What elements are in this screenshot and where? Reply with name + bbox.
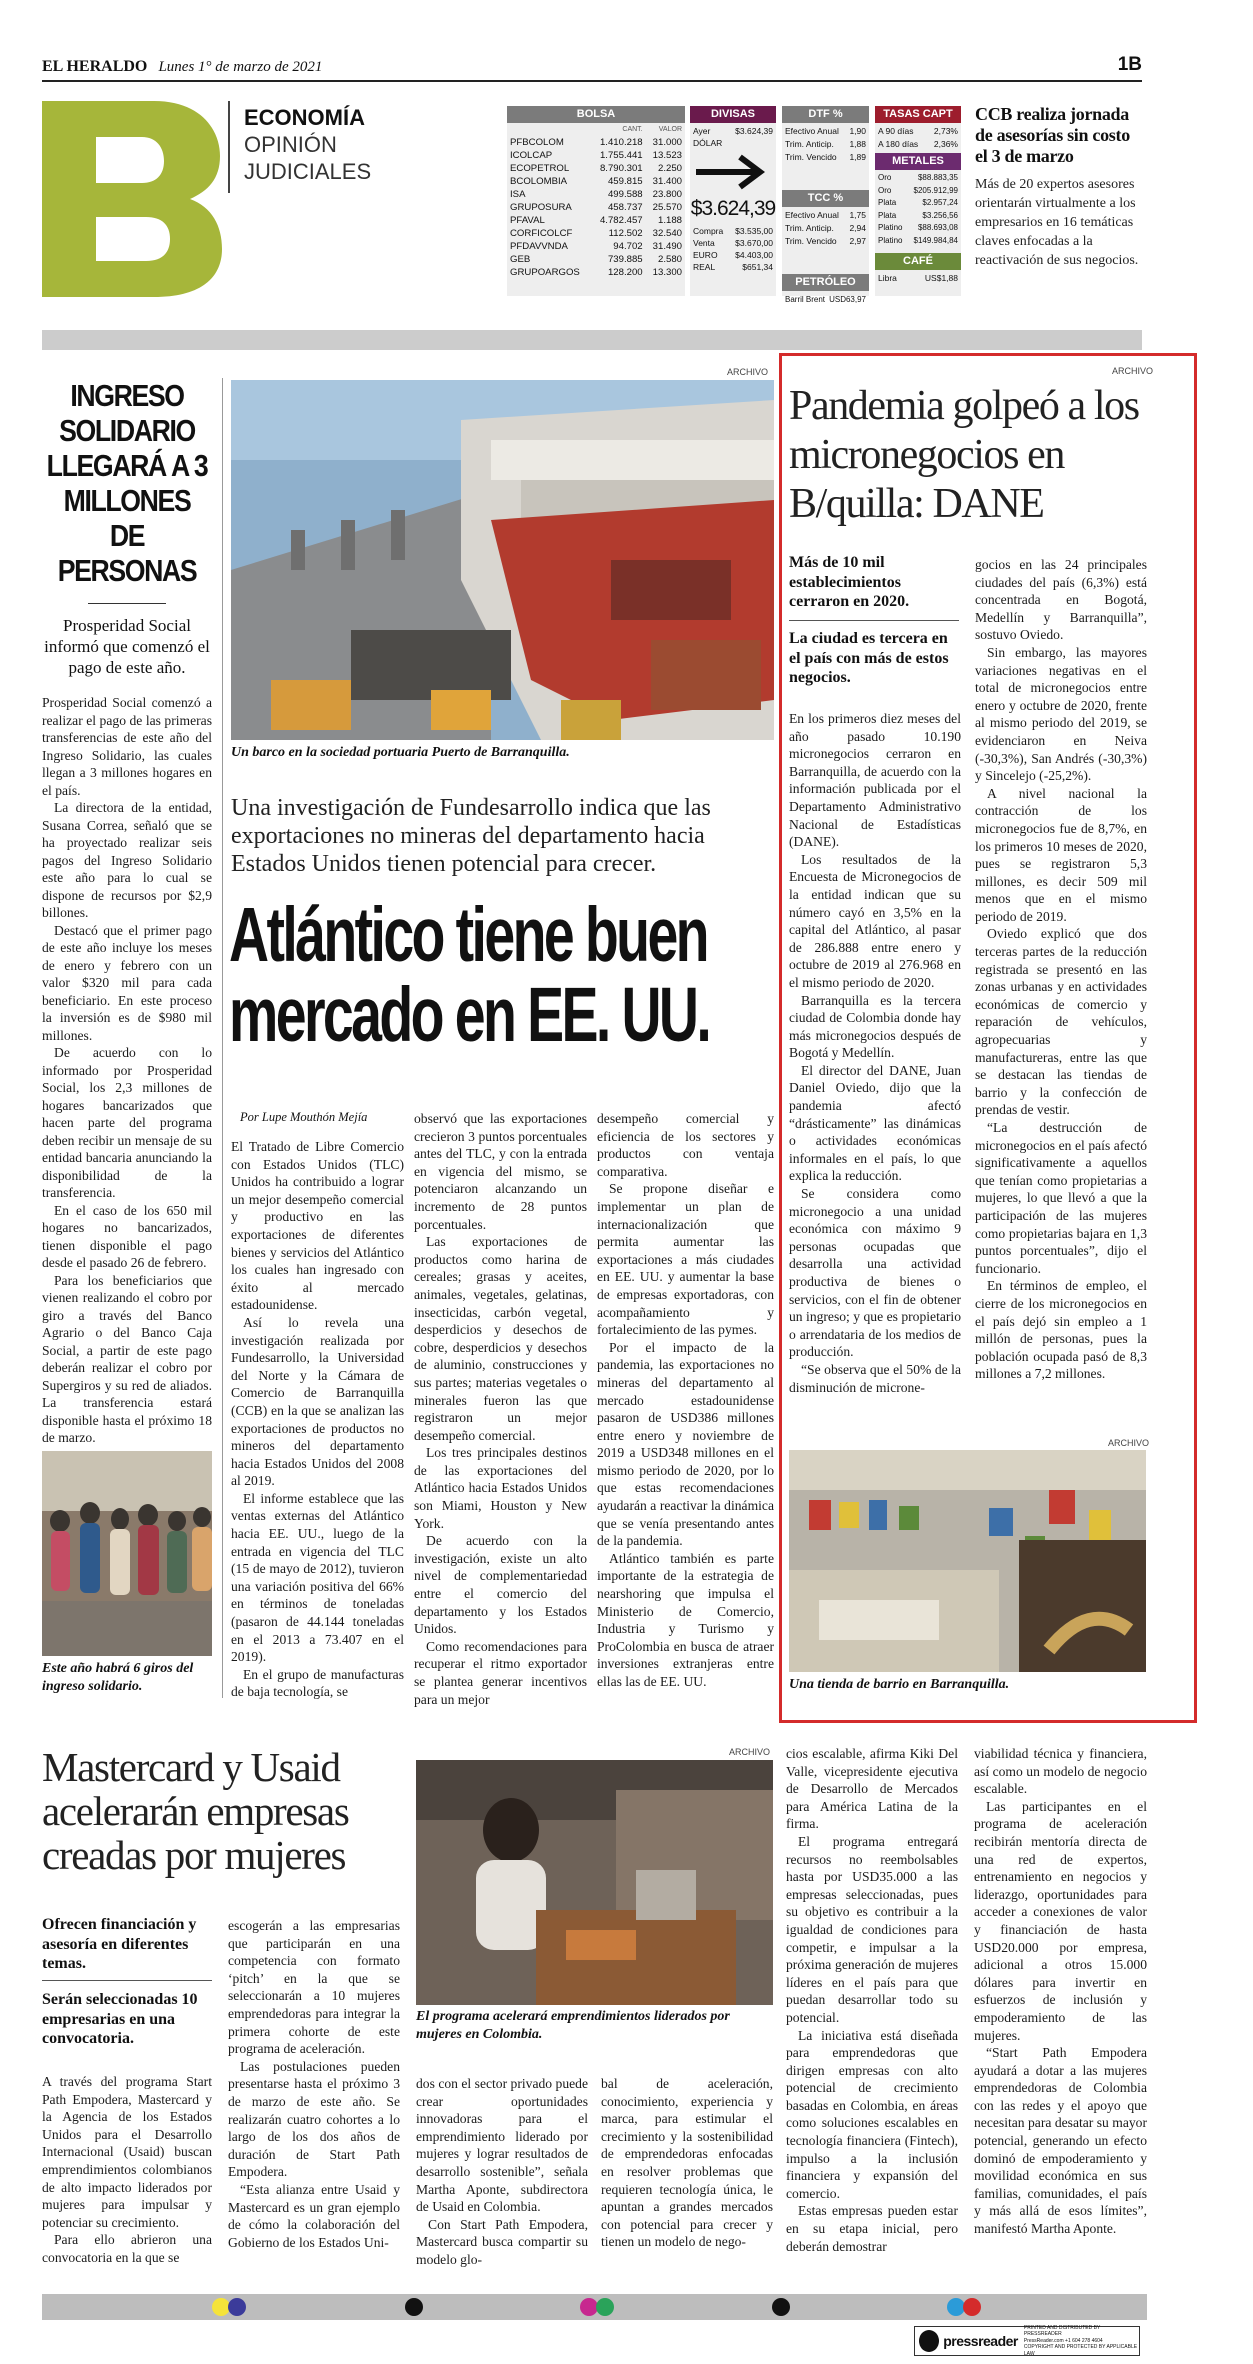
atlantico-col-3 — [597, 1110, 774, 1691]
market-value: 1,89 — [849, 152, 866, 162]
pandemia-caption: Una tienda de barrio en Barranquilla. — [789, 1677, 1010, 1692]
paragraph: dos con el sector privado puede crear oportunidades innovadoras para el emprendimiento liderado por mujeres y lograr resultados de desarrollo sostenible”, señala Martha Aponte, subdirectora de Usaid en Colombia. — [416, 2076, 588, 2215]
market-label: Compra — [693, 226, 724, 236]
bolsa-ticker: CORFICOLCF — [510, 228, 573, 239]
atlantico-archivo: ARCHIVO — [727, 367, 769, 377]
market-label: Oro — [878, 185, 892, 195]
market-row — [693, 237, 773, 249]
section-labels — [244, 104, 371, 185]
section-band — [42, 330, 1142, 350]
market-value: $88.693,08 — [917, 223, 958, 232]
bolsa-quantity: 112.502 — [608, 228, 643, 239]
bolsa-row — [507, 149, 685, 162]
bolsa-value: 2.580 — [657, 254, 682, 265]
section-label-opinion: OPINIÓN — [244, 132, 337, 157]
atlantico-deck: Una investigación de Fundesarrollo indica que las exportaciones no mineras del departamento hacia Estados Unidos tienen potencial para crecer. — [231, 795, 711, 877]
market-row — [785, 235, 866, 248]
market-value: 2,73% — [933, 126, 958, 136]
atlantico-byline: Por Lupe Mouthón Mejía — [240, 1110, 368, 1124]
market-row — [878, 210, 958, 223]
bolsa-quantity: 459.815 — [607, 176, 643, 187]
pressreader-logo-icon — [919, 2330, 939, 2352]
market-value: 1,88 — [849, 139, 866, 149]
market-value: $3.256,56 — [922, 210, 958, 220]
paragraph: El Tratado de Libre Comercio con Estados Unidos (TLC) Unidos ha contribuido a lograr un mejor desempeño comercial y productivo en las exportaciones de diferentes bienes y servicios del Atlántico los cuales han ingresado con éxito al mercado estadounidense. — [231, 1139, 404, 1313]
market-value: 1,75 — [849, 210, 866, 220]
market-label: Venta — [693, 238, 715, 248]
section-divider — [228, 101, 230, 193]
mastercard-col-5 — [786, 1745, 958, 2255]
ingreso-photo — [42, 1451, 212, 1656]
pressreader-badge[interactable] — [914, 2326, 1140, 2356]
ccb-title: CCB realiza jornada de asesorías sin costo el 3 de marzo — [975, 104, 1130, 166]
market-row — [878, 272, 958, 285]
market-row — [693, 225, 773, 237]
metales-title: METALES — [875, 153, 961, 170]
registration-dot — [228, 2298, 246, 2316]
section-label-judiciales: JUDICIALES — [244, 159, 372, 184]
bolsa-quantity: 458.737 — [607, 202, 643, 213]
bolsa-ticker: PFDAVVNDA — [510, 241, 568, 252]
pandemia-archivo: ARCHIVO — [1108, 1438, 1150, 1448]
bolsa-ticker: PFAVAL — [510, 215, 545, 226]
bolsa-ticker: ECOPETROL — [510, 163, 570, 174]
market-value: $651,34 — [742, 262, 773, 272]
mastercard-col-2 — [228, 1917, 400, 2251]
market-label: A 180 días — [878, 139, 919, 149]
paragraph: Las participantes en el programa de aceleración recibirán mentoría directa de una red de expertos, entrenamiento en negocios y liderazgo, oportunidades para acceder a conexiones de valor y financiación de hasta USD20.000 por empresa, adicional a otros 15.000 dólares para invertir en esfuerzos de inclusión y empoderamiento de las mujeres. — [974, 1798, 1147, 2043]
bolsa-quantity: 499.588 — [607, 189, 643, 200]
ingreso-deck: Prosperidad Social informó que comenzó el pago de este año. — [44, 616, 210, 677]
market-row — [878, 235, 958, 248]
mastercard-lead-1: Ofrecen financiación y asesoría en diferentes temas. — [42, 1916, 197, 1972]
market-label: Barril Brent — [785, 295, 826, 304]
paragraph: De acuerdo con lo informado por Prosperidad Social, los 2,3 millones de hogares bancarizados que hacen parte del programa deben recibir un mensaje de su entidad bancaria anunciando la disponibilidad de la transferencia. — [42, 1045, 212, 1200]
mastercard-col-4 — [601, 2075, 773, 2251]
pandemia-lead-1: Más de 10 mil establecimientos cerraron en 2020. — [789, 554, 910, 610]
paper-name: EL HERALDO — [42, 58, 148, 75]
market-label: Trim. Vencido — [785, 152, 837, 162]
registration-dot — [596, 2298, 614, 2316]
paragraph: gocios en las 24 principales ciudades del país (6,3%) está concentrada en Bogotá, Medellín y Barranquilla”, sostuvo Oviedo. — [975, 557, 1147, 643]
bolsa-value: 25.570 — [652, 202, 682, 213]
mastercard-photo — [416, 1760, 773, 2005]
paragraph: “Start Path Empodera ayudará a dotar a las mujeres emprendedoras de Colombia con las redes y el apoyo que necesitan para desatar su mayor potencial, generando un efecto dominó de empoderamiento y movilidad económica en sus familias, comunidades, el país y más allá de esos límites”, manifestó Martha Aponte. — [974, 2045, 1147, 2237]
page-number: 1B — [1117, 54, 1142, 75]
paragraph: Se considera como micronegocio a una unidad económica con máximo 9 personas ocupadas que desarrolla una actividad productiva de bienes o servicios, con el fin de obtener un ingreso; y que es propietario o arrendataria de los medios de producción. — [789, 1186, 961, 1360]
paragraph: Oviedo explicó que dos terceras partes de la reducción registrada se presentó en las zonas urbanas y en actividades económicas de comercio y reparación de vehículos, agropecuarias y manufactureras, entre las que se destacan las tiendas de barrio y la confección de prendas de vestir. — [975, 926, 1147, 1118]
bolsa-value: 2.250 — [657, 163, 682, 174]
bolsa-value: 13.300 — [652, 267, 682, 278]
paragraph: En los primeros diez meses del año pasado 10.190 micronegocios cerraron en Barranquilla, de acuerdo con la información publicada por el Departamento Administrativo Nacional de Estadísticas (DANE). — [789, 711, 961, 850]
market-row — [785, 151, 866, 164]
mastercard-lead-rule — [42, 1980, 212, 1981]
bolsa-ticker: BCOLOMBIA — [510, 176, 568, 187]
registration-dot — [963, 2298, 981, 2316]
workshop-image — [416, 1760, 773, 2005]
paragraph: Sin embargo, las mayores variaciones negativas en el total de micronegocios entre enero y octubre de 2020, frente al mismo periodo del 2019, se evidenciaron en Neiva (-30,3%), San Andrés (-30,3%) y Sincelejo (-25,2%). — [975, 644, 1147, 784]
paragraph: “Esta alianza entre Usaid y Mastercard es un gran ejemplo de cómo la colaboración del Gobierno de los Estados Uni- — [228, 2181, 400, 2250]
divisas-title: DIVISAS — [690, 106, 776, 123]
paragraph: Las postulaciones pueden presentarse hasta el próximo 3 de marzo de este año. Se realizarán cuatro cohortes a lo largo de los dos años de duración de Start Path Empodera. — [228, 2058, 400, 2180]
paragraph: Se propone diseñar e implementar un plan de internacionalización que permita aumentar las exportaciones a más ciudades en EE. UU. y aumentar la base de empresas exportadoras, con acompañamiento y fortalecimiento de las pymes. — [597, 1181, 774, 1338]
pressreader-info: PRINTED AND DISTRIBUTED BY PRESSREADER PressReader.com +1 604 278 4604 COPYRIGHT AND PROTECTED BY APPLICABLE LAW — [1023, 2324, 1138, 2357]
atlantico-photo — [231, 380, 774, 740]
petroleo-title: PETRÓLEO — [782, 274, 869, 291]
market-value: 1,90 — [849, 126, 866, 136]
divisas-big: $3.624,39 — [690, 197, 776, 220]
masthead — [42, 56, 1142, 78]
paragraph: viabilidad técnica y financiera, así como un modelo de negocio escalable. — [974, 1746, 1147, 1797]
section-label-economia: ECONOMÍA — [244, 105, 365, 130]
market-label: Platino — [878, 235, 903, 245]
market-label: EURO — [693, 250, 718, 260]
atlantico-headline — [229, 892, 710, 1058]
market-value: 2,97 — [849, 236, 866, 246]
section-letter-glyph — [42, 101, 222, 297]
bolsa-value: 23.800 — [652, 189, 682, 200]
pandemia-headline: Pandemia golpeó a los micronegocios en B/quilla: DANE — [789, 383, 1139, 527]
tcc-title: TCC % — [782, 190, 869, 207]
bolsa-quantity: 739.885 — [607, 254, 643, 265]
bolsa-row — [507, 253, 685, 266]
paragraph: “Se observa que el 50% de la disminución de microne- — [789, 1361, 961, 1395]
market-label: A 90 días — [878, 126, 914, 136]
ingreso-photo-image — [42, 1451, 212, 1656]
shop-image — [789, 1450, 1146, 1672]
ingreso-article — [42, 378, 212, 1447]
market-label: Libra — [878, 273, 897, 283]
ccb-brief — [975, 104, 1145, 270]
market-row — [878, 197, 958, 210]
atlantico-col-2 — [414, 1110, 587, 1708]
paragraph: A nivel nacional la contracción de los micronegocios fue de 8,7%, en los primeros 10 meses de 2020, pues se registraron 5,3 millones, es decir 509 mil menos que en el mismo periodo de 2019. — [975, 785, 1147, 924]
bolsa-quantity: 1.410.218 — [599, 137, 643, 148]
market-label: Plata — [878, 198, 897, 207]
paragraph: Para los beneficiarios que vienen realizando el cobro por giro a través del Banco Agrario o del Banco Caja Social, a partir de este pago deberán realizar el cobro por Supergiros y su red de aliados. La transferencia estará disponible hasta el próximo 18 de marzo. — [42, 1272, 212, 1445]
bolsa-value: 13.523 — [652, 150, 682, 161]
paragraph: Los resultados de la Encuesta de Micronegocios de la entidad indican que su número cayó en 3,5% en la capital del Atlántico, al pasar de 286.888 entre enero y octubre de 2019 al 276.968 en el mismo periodo de 2020. — [789, 851, 961, 990]
paragraph: A través del programa Start Path Empodera, Mastercard y la Agencia de los Estados Unidos para el Desarrollo Internacional (Usaid) buscan emprendimientos colombianos de alto impacto liderados por mujeres para impulsar y potenciar su crecimiento. — [42, 2074, 212, 2230]
paragraph: Con Start Path Empodera, Mastercard busca compartir su modelo glo- — [416, 2216, 588, 2267]
market-label: REAL — [693, 262, 716, 272]
market-row — [785, 138, 866, 151]
market-row — [785, 209, 866, 222]
bolsa-value: 32.540 — [652, 228, 682, 239]
pandemia-col-1 — [789, 710, 961, 1396]
bolsa-row — [507, 188, 685, 201]
paragraph: Atlántico también es parte importante de la estrategia de nearshoring que impulsa el Ministerio de Comercio, Industria y Turismo y ProColombia en busca de atraer inversiones extranjeras entre ellas las de EE. UU. — [597, 1550, 774, 1689]
market-label: Plata — [878, 210, 897, 220]
market-value: USD63,97 — [829, 295, 866, 304]
market-label: Efectivo Anual — [785, 210, 839, 220]
market-label: Trim. Anticip. — [785, 139, 834, 149]
market-value: $2.957,24 — [922, 198, 958, 207]
mastercard-headline: Mastercard y Usaid acelerarán empresas creadas por mujeres — [42, 1744, 349, 1878]
divisas-box: DIVISAS Ayer $3.624,39 DÓLAR $3.624,39 Compra $3.535,00 Venta $3.670,00 EURO $4.403,00 REAL $651,34 — [690, 106, 776, 296]
paragraph: La iniciativa está diseñada para emprendedoras que dirigen empresas con alto potencial de crecimiento basadas en Colombia, en áreas como soluciones escalables en tecnología financiera (Fintech), impulso a la inclusión financiera y expansión del comercio. — [786, 2027, 958, 2201]
bolsa-quantity: 8.790.301 — [599, 163, 643, 174]
paragraph: Como recomendaciones para recuperar el ritmo exportador se plantea generar incentivos para un mejor — [414, 1638, 587, 1707]
bolsa-quantity: 4.782.457 — [599, 215, 643, 226]
bolsa-quantity: 94.702 — [613, 241, 643, 252]
tasas-title: TASAS CAPT — [875, 106, 961, 123]
mastercard-caption: El programa acelerará emprendimientos liderados por mujeres en Colombia. — [416, 2009, 730, 2042]
bolsa-row — [507, 136, 685, 149]
ingreso-headline: INGRESO SOLIDARIO LLEGARÁ A 3 MILLONES DE PERSONAS — [46, 378, 208, 588]
pandemia-lead-rule — [789, 620, 959, 621]
paragraph: Así lo revela una investigación realizada por Fundesarrollo, la Universidad del Norte y la Cámara de Comercio de Barranquilla (CCB) en la que se analizan las exportaciones de productos no mineros del departamento hacia Estados Unidos del 2008 al 2019. — [231, 1314, 404, 1489]
bolsa-ticker: GRUPOARGOS — [510, 267, 580, 278]
paragraph: El director del DANE, Juan Daniel Oviedo, dijo que la pandemia afectó “drásticamente” las dinámicas o actividades económicas informales en el país, lo que explica la reducción. — [789, 1062, 961, 1184]
market-value: $205.912,99 — [913, 185, 958, 195]
bolsa-ticker: GEB — [510, 254, 531, 265]
market-row — [693, 249, 773, 261]
market-row — [785, 293, 866, 306]
bolsa-title: BOLSA — [507, 106, 685, 123]
market-row — [878, 185, 958, 198]
color-registration-bar — [42, 2294, 1147, 2320]
market-value: 2,94 — [849, 223, 866, 233]
market-label: Oro — [878, 173, 892, 182]
paragraph: En el grupo de manufacturas de baja tecnología, se — [231, 1666, 404, 1700]
bolsa-row — [507, 266, 685, 279]
paragraph: Para ello abrieron una convocatoria en la que se — [42, 2232, 212, 2265]
atlantico-headline-text: Atlántico tiene buen mercado en EE. UU. — [229, 892, 710, 1058]
column-rule — [222, 378, 223, 1698]
market-value: $3.670,00 — [735, 238, 773, 248]
paragraph: Barranquilla es la tercera ciudad de Colombia donde hay más micronegocios después de Bogotá y Medellín. — [789, 992, 961, 1061]
atlantico-caption: Un barco en la sociedad portuaria Puerto de Barranquilla. — [231, 745, 570, 760]
section-letter — [42, 101, 222, 297]
pandemia-photo — [789, 1450, 1146, 1672]
market-row — [785, 222, 866, 235]
paragraph: Prosperidad Social comenzó a realizar el pago de las primeras transferencias de este año del Ingreso Solidario, las cuales llegan a 3 millones hogares en el país. — [42, 695, 212, 798]
paragraph: Por el impacto de la pandemia, las exportaciones no mineras del departamento al mercado estadounidense pasaron de USD386 millones entre enero y noviembre de 2019 a USD348 millones en el mismo periodo de 2020, por lo que estas recomendaciones ayudarán a reactivar la dinámica que se venía presentando antes de la pandemia. — [597, 1339, 774, 1549]
pandemia-lead-2: La ciudad es tercera en el país con más de estos negocios. — [789, 630, 949, 686]
ccb-body: Más de 20 expertos asesores orientarán virtualmente a los empresarios en 16 temáticas claves enfocadas a la reactivación de sus negocios. — [975, 177, 1139, 268]
bolsa-row — [507, 162, 685, 175]
market-label: Trim. Vencido — [785, 236, 837, 246]
market-row — [785, 125, 866, 138]
atlantico-col-1 — [231, 1138, 404, 1701]
mastercard-col-3 — [416, 2075, 588, 2269]
dtf-title: DTF % — [782, 106, 869, 123]
market-value: $3.535,00 — [735, 226, 773, 236]
mastercard-lead-2: Serán seleccionadas 10 empresarias en una convocatoria. — [42, 1991, 198, 2047]
market-value: 2,36% — [933, 139, 958, 149]
registration-dot — [405, 2298, 423, 2316]
bolsa-value: 31.490 — [652, 241, 682, 252]
paragraph: Estas empresas pueden estar en su etapa inicial, pero deberán demostrar — [786, 2203, 958, 2254]
bolsa-row — [507, 227, 685, 240]
bolsa-row — [507, 214, 685, 227]
market-label: Efectivo Anual — [785, 126, 839, 136]
paragraph: De acuerdo con la investigación, existe un alto nivel de complementariedad entre el comercio del departamento y los Estados Unidos. — [414, 1533, 587, 1637]
registration-dot — [772, 2298, 790, 2316]
arrow-right-icon — [690, 151, 776, 193]
paragraph: escogerán a las empresarias que participarán en una competencia con formato ‘pitch’ en la que se seleccionarán a 10 mujeres emprendedoras para integrar la primera cohorte de este programa de aceleración. — [228, 1918, 400, 2057]
paragraph: cios escalable, afirma Kiki Del Valle, vicepresidente ejecutiva de Desarrollo de Mercados para América Latina de la firma. — [786, 1746, 958, 1832]
bolsa-quantity: 1.755.441 — [599, 150, 643, 161]
bolsa-ticker: ICOLCAP — [510, 150, 553, 161]
cafe-title: CAFÉ — [875, 253, 961, 270]
bolsa-ticker: PFBCOLOM — [510, 137, 564, 148]
masthead-rule — [42, 80, 1142, 82]
market-row — [878, 222, 958, 235]
paragraph: Los tres principales destinos de las exportaciones del Atlántico hacia Estados Unidos son Miami, Houston y New York. — [414, 1445, 587, 1531]
bolsa-value: 31.000 — [652, 137, 682, 148]
market-row — [878, 172, 958, 185]
market-label: Trim. Anticip. — [785, 223, 834, 233]
paragraph: Las exportaciones de productos como harina de cereales; grasas y aceites, animales, vegetales, gelatinas, insecticidas, carbón vegetal, desperdicios y desechos de cobre, desperdicios y desechos de aluminio, construcciones y sus partes; materias vegetales o minerales fueron las que registraron un mejor desempeño comercial. — [414, 1234, 587, 1443]
bolsa-value: 1.188 — [657, 215, 682, 226]
mastercard-col-6 — [974, 1745, 1147, 2238]
ingreso-body — [42, 694, 212, 1447]
paragraph: La directora de la entidad, Susana Correa, señaló que se ha proyectado realizar seis pagos del Ingreso Solidario este año para lo cual se dispone de recursos por $2,9 billones. — [42, 800, 212, 920]
paragraph: El programa entregará recursos no reembolsables hasta por USD35.000 a las empresas seleccionadas, pues su objetivo es contribuir a la igualdad de condiciones para competir, e impulsar a la próxima generación de mujeres líderes en el país para que puedan desarrollar todo su potencial. — [786, 1833, 958, 2025]
market-value: US$1,88 — [924, 273, 958, 283]
market-value: $4.403,00 — [735, 250, 773, 260]
pandemia-archivo-top: ARCHIVO — [1112, 366, 1154, 376]
bolsa-row — [507, 240, 685, 253]
market-row — [878, 125, 958, 138]
dtf-box — [782, 106, 869, 304]
bolsa-box — [507, 106, 685, 296]
date: Lunes 1° de marzo de 2021 — [158, 59, 323, 75]
paragraph: desempeño comercial y eficiencia de los sectores y productos con ventaja comparativa. — [597, 1111, 774, 1179]
market-value: $149.984,84 — [913, 235, 958, 245]
mastercard-archivo: ARCHIVO — [729, 1747, 771, 1757]
port-ship-image — [231, 380, 774, 740]
bolsa-ticker: ISA — [510, 189, 526, 200]
paragraph: En términos de empleo, el cierre de los micronegocios en el país dejó sin empleo a 1 millón de personas, pues la población ocupada pasó de 8,3 millones a 7,2 millones. — [975, 1278, 1147, 1382]
pressreader-brand: pressreader — [943, 2333, 1018, 2349]
bolsa-quantity: 128.200 — [607, 267, 643, 278]
market-row — [878, 138, 958, 151]
paragraph: bal de aceleración, conocimiento, experiencia y marca, para estimular el crecimiento y la sostenibilidad de emprendedoras enfocadas en resolver problemas que requieren tecnología única, le apuntan a grandes mercados con potencial para crecer y tienen un modelo de nego- — [601, 2076, 773, 2250]
bolsa-row — [507, 201, 685, 214]
market-label: Platino — [878, 223, 903, 232]
ingreso-caption: Este año habrá 6 giros del ingreso solidario. — [42, 1661, 194, 1694]
pandemia-col-2 — [975, 556, 1147, 1383]
paragraph: Destacó que el primer pago de este año incluye los meses de enero y febrero con un valor $320 mil para cada beneficiario. En este proceso la inversión es de $980 mil millones. — [42, 922, 212, 1043]
paragraph: observó que las exportaciones crecieron 3 puntos porcentuales antes del TLC, y con la entrada en vigencia del mismo, se potenciaron alcanzando un incremento de 28 puntos porcentuales. — [414, 1111, 587, 1232]
paragraph: En el caso de los 650 mil hogares no bancarizados, tienen disponible el pago desde el pasado 26 de febrero. — [42, 1202, 212, 1270]
bolsa-ticker: GRUPOSURA — [510, 202, 572, 213]
ingreso-rule — [88, 603, 166, 604]
bolsa-row — [507, 175, 685, 188]
paragraph: “La destrucción de micronegocios en el país afectó significativamente a aquellos que tenían como propietarias a mujeres, lo que llevó a que la participación de las mujeres como propietarias bajara en 1,3 puntos porcentuales”, dijo el funcionario. — [975, 1120, 1147, 1276]
bolsa-table: CANT. VALOR PFBCOLOM 1.410.218 31.000 ICOLCAP 1.755.441 13.523 ECOPETROL 8.790.301 2.250 BCOLOMBIA 459.815 31.400 ISA 499.588 23.800 GRUPOSURA 458.737 25.570 PFAVAL 4.782.457 1.188 CORFICOLCF 112.502 32.540 PFDAVVNDA 94.702 31.490 GEB 739.885 2.580 GRUPOARGOS 128.200 13.300 — [507, 123, 685, 279]
mastercard-col-1 — [42, 2073, 212, 2267]
bolsa-value: 31.400 — [652, 176, 682, 187]
market-value: $88.883,35 — [917, 173, 958, 182]
market-row — [693, 261, 773, 273]
paragraph: El informe establece que las ventas externas del Atlántico hacia EE. UU., luego de la entrada en vigencia del TLC (15 de mayo de 2012), tuvieron una variación positiva del 66% en términos de toneladas (pasaron de 44.144 toneladas en el 2013 a 73.407 en el 2019). — [231, 1490, 404, 1665]
tasas-box — [875, 106, 961, 296]
